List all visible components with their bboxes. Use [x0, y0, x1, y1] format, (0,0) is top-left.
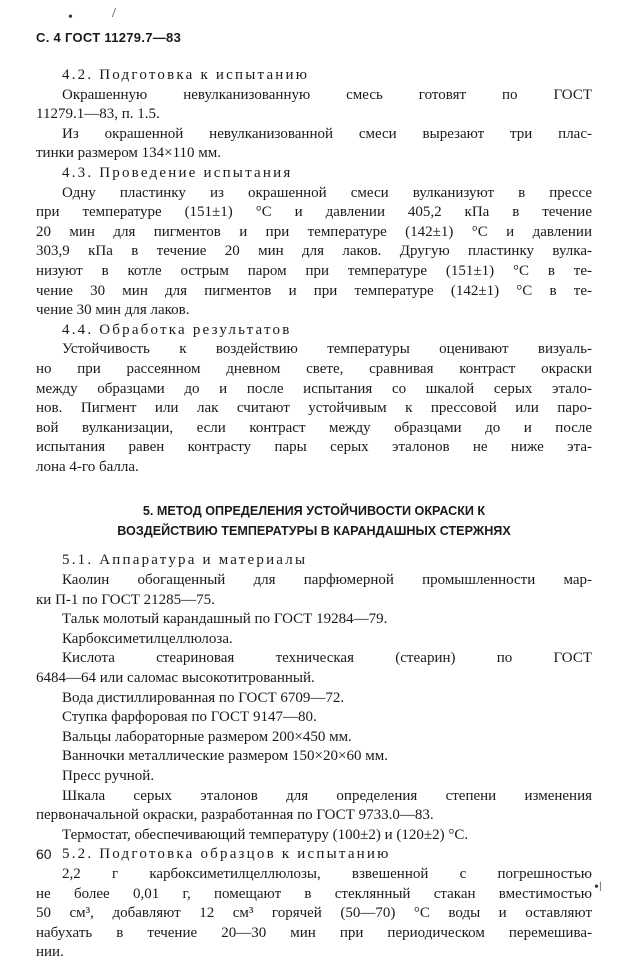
section-heading: 4.4. Обработка результатов: [62, 321, 292, 338]
scan-speck: •: [68, 10, 73, 25]
paragraph-line: 11279.1—83, п. 1.5.: [36, 106, 160, 123]
paragraph-line: Карбоксиметилцеллюлоза.: [62, 630, 233, 647]
paragraph-line: Вальцы лабораторные размером 200×450 мм.: [62, 728, 352, 745]
paragraph-line: Одну пластинку из окрашенной смеси вулканизуют в прессе: [62, 184, 592, 201]
section-heading: 4.2. Подготовка к испытанию: [62, 67, 310, 83]
paragraph-line: 20 мин для пигментов и при температуре (142±1) °С и давлении: [36, 223, 592, 240]
paragraph-line: Ступка фарфоровая по ГОСТ 9147—80.: [62, 709, 317, 726]
paragraph-line: Тальк молотый карандашный по ГОСТ 19284—79.: [62, 611, 388, 628]
paragraph-line: чение 30 мин для лаков.: [36, 302, 190, 319]
paragraph-line: чение 30 мин для пигментов и при температуре (142±1) °С в те-: [36, 282, 592, 299]
paragraph-line: Каолин обогащенный для парфюмерной промышленности мар-: [62, 572, 592, 589]
paragraph-line: Окрашенную невулканизованную смесь готовят по ГОСТ: [62, 86, 592, 103]
running-header: С. 4 ГОСТ 11279.7—83: [36, 30, 182, 45]
paragraph-line: лона 4-го балла.: [36, 458, 139, 475]
paragraph-line: Ванночки металлические размером 150×20×60 мм.: [62, 748, 388, 765]
paragraph-line: испытания равен контрасту пары серых эталонов не ниже эта-: [36, 439, 592, 456]
paragraph-line: Пресс ручной.: [62, 768, 155, 784]
paragraph-line: нов. Пигмент или лак считают устойчивым к прессовой или паро-: [36, 400, 592, 417]
section-heading: 5.2. Подготовка образцов к испытанию: [62, 846, 391, 863]
section-title: ВОЗДЕЙСТВИЮ ТЕМПЕРАТУРЫ В КАРАНДАШНЫХ СТЕРЖНЯХ: [117, 524, 511, 539]
paragraph-line: нии.: [36, 944, 64, 961]
paragraph-line: первоначальной окраски, разработанная по ГОСТ 9733.0—83.: [36, 807, 434, 824]
paragraph-line: Устойчивость к воздействию температуры оценивают визуаль-: [62, 341, 592, 358]
paragraph-line: 50 см³, добавляют 12 см³ горячей (50—70) °С воды и оставляют: [36, 905, 592, 922]
paragraph-line: между образцами до и после испытания со шкалой серых этало-: [36, 380, 592, 397]
paragraph-line: Вода дистиллированная по ГОСТ 6709—72.: [62, 689, 345, 706]
section-title: 5. МЕТОД ОПРЕДЕЛЕНИЯ УСТОЙЧИВОСТИ ОКРАСКИ К: [142, 504, 486, 519]
paragraph-line: набухать в течение 20—30 мин при периодическом перемешива-: [36, 924, 592, 941]
scan-speck: •ǀ: [594, 880, 602, 895]
paragraph-line: вой вулканизации, если контраст между образцами до и после: [36, 419, 592, 436]
scan-speck: /: [112, 6, 116, 21]
section-heading: 4.3. Проведение испытания: [62, 164, 293, 181]
paragraph-line: низуют в котле острым паром при температуре (151±1) °С в те-: [36, 262, 592, 279]
paragraph-line: тинки размером 134×110 мм.: [36, 145, 222, 162]
paragraph-line: Термостат, обеспечивающий температуру (100±2) и (120±2) °С.: [62, 826, 469, 843]
paragraph-line: при температуре (151±1) °С и давлении 405,2 кПа в течение: [36, 204, 592, 221]
document-body: [36, 66, 592, 963]
paragraph-line: Кислота стеариновая техническая (стеарин) по ГОСТ: [62, 650, 592, 667]
section-heading: 5.1. Аппаратура и материалы: [62, 552, 308, 569]
paragraph-line: 303,9 кПа в течение 20 мин для лаков. Другую пластинку вулка-: [36, 243, 592, 260]
paragraph-line: Шкала серых эталонов для определения степени изменения: [62, 787, 592, 804]
paragraph-line: не более 0,01 г, помещают в стеклянный стакан вместимостью: [36, 885, 592, 902]
page-number: 60: [36, 846, 52, 862]
paragraph-line: Из окрашенной невулканизованной смеси вырезают три плас-: [62, 125, 592, 142]
paragraph-line: 2,2 г карбоксиметилцеллюлозы, взвешенной с погрешностью: [62, 865, 592, 882]
paragraph-line: ки П-1 по ГОСТ 21285—75.: [36, 591, 215, 608]
paragraph-line: но при рассеянном дневном свете, сравнивая контраст окраски: [36, 360, 592, 377]
paragraph-line: 6484—64 или саломас высокотитрованный.: [36, 670, 315, 687]
